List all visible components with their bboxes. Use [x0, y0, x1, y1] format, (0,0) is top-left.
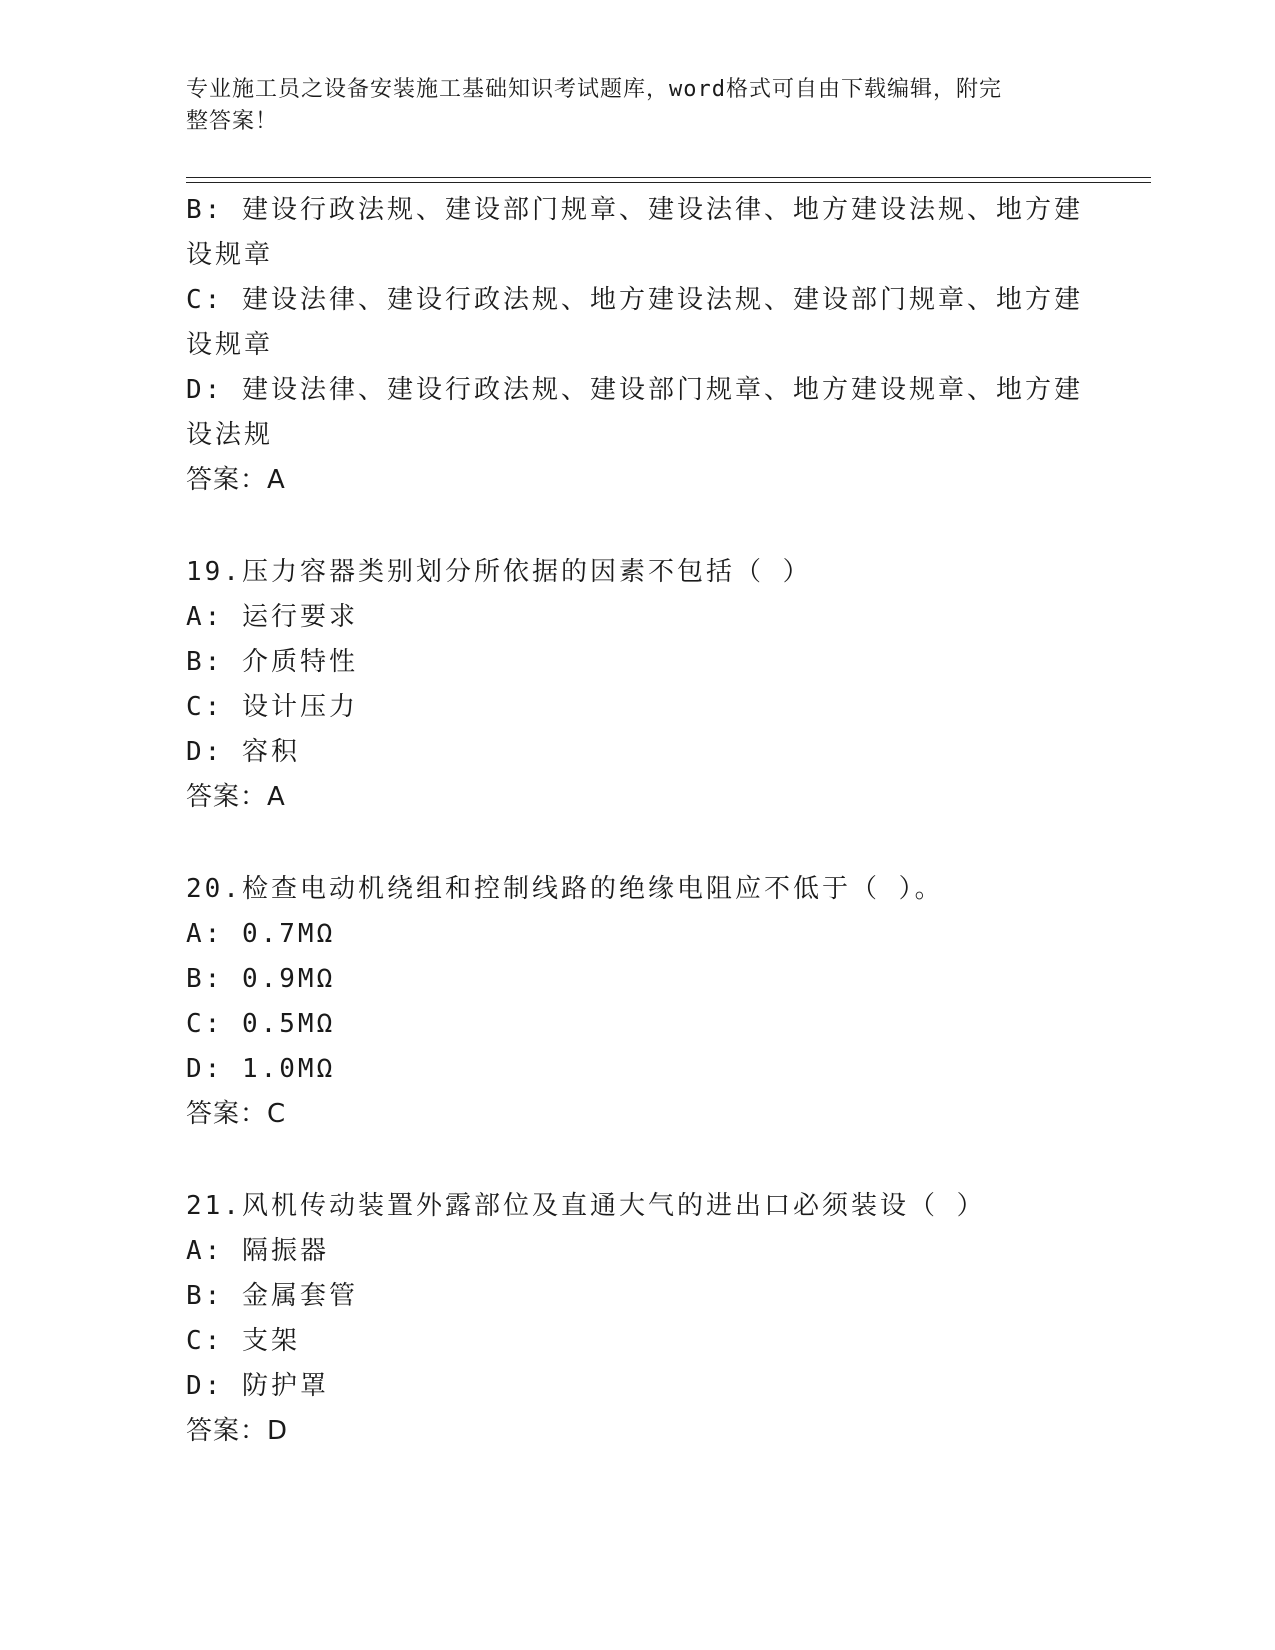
option-a: A: 0.7MΩ [186, 919, 336, 949]
question-stem: 20.检查电动机绕组和控制线路的绝缘电阻应不低于（ ）。 [186, 874, 944, 904]
spacer [186, 1137, 1086, 1184]
option-a: A: 隔振器 [186, 1236, 329, 1266]
document-header [186, 74, 1066, 138]
option-d-line-2: 设法规 [186, 420, 274, 450]
option-b: B: 0.9MΩ [186, 964, 336, 994]
answer-line: 答案：A [186, 782, 286, 812]
header-divider-bottom [186, 182, 1151, 183]
header-divider-top [186, 177, 1151, 178]
option-d: D: 容积 [186, 737, 300, 767]
option-d-line-1: D: 建设法律、建设行政法规、建设部门规章、地方建设规章、地方建 [186, 375, 1083, 405]
header-line-1: 专业施工员之设备安装施工基础知识考试题库，word格式可自由下载编辑，附完 [186, 77, 1002, 102]
option-c: C: 0.5MΩ [186, 1009, 336, 1039]
question-stem: 21.风机传动装置外露部位及直通大气的进出口必须装设（ ） [186, 1191, 986, 1221]
option-d: D: 防护罩 [186, 1371, 329, 1401]
question-body [186, 188, 1086, 1454]
spacer [186, 820, 1086, 867]
option-b-line-1: B: 建设行政法规、建设部门规章、建设法律、地方建设法规、地方建 [186, 195, 1083, 225]
header-line-2: 整答案！ [186, 109, 279, 134]
option-b: B: 介质特性 [186, 647, 358, 677]
option-c-line-1: C: 建设法律、建设行政法规、地方建设法规、建设部门规章、地方建 [186, 285, 1083, 315]
option-c: C: 设计压力 [186, 692, 358, 722]
question-20 [186, 867, 1086, 1137]
answer-line: 答案：A [186, 465, 286, 495]
question-19 [186, 550, 1086, 820]
answer-line: 答案：C [186, 1099, 287, 1129]
option-c: C: 支架 [186, 1326, 300, 1356]
answer-line: 答案：D [186, 1416, 289, 1446]
option-b: B: 金属套管 [186, 1281, 358, 1311]
option-b-line-2: 设规章 [186, 240, 274, 270]
option-c-line-2: 设规章 [186, 330, 274, 360]
spacer [186, 503, 1086, 550]
question-21 [186, 1184, 1086, 1454]
option-d: D: 1.0MΩ [186, 1054, 336, 1084]
option-a: A: 运行要求 [186, 602, 358, 632]
prev-question [186, 188, 1086, 503]
question-stem: 19.压力容器类别划分所依据的因素不包括（ ） [186, 557, 812, 587]
